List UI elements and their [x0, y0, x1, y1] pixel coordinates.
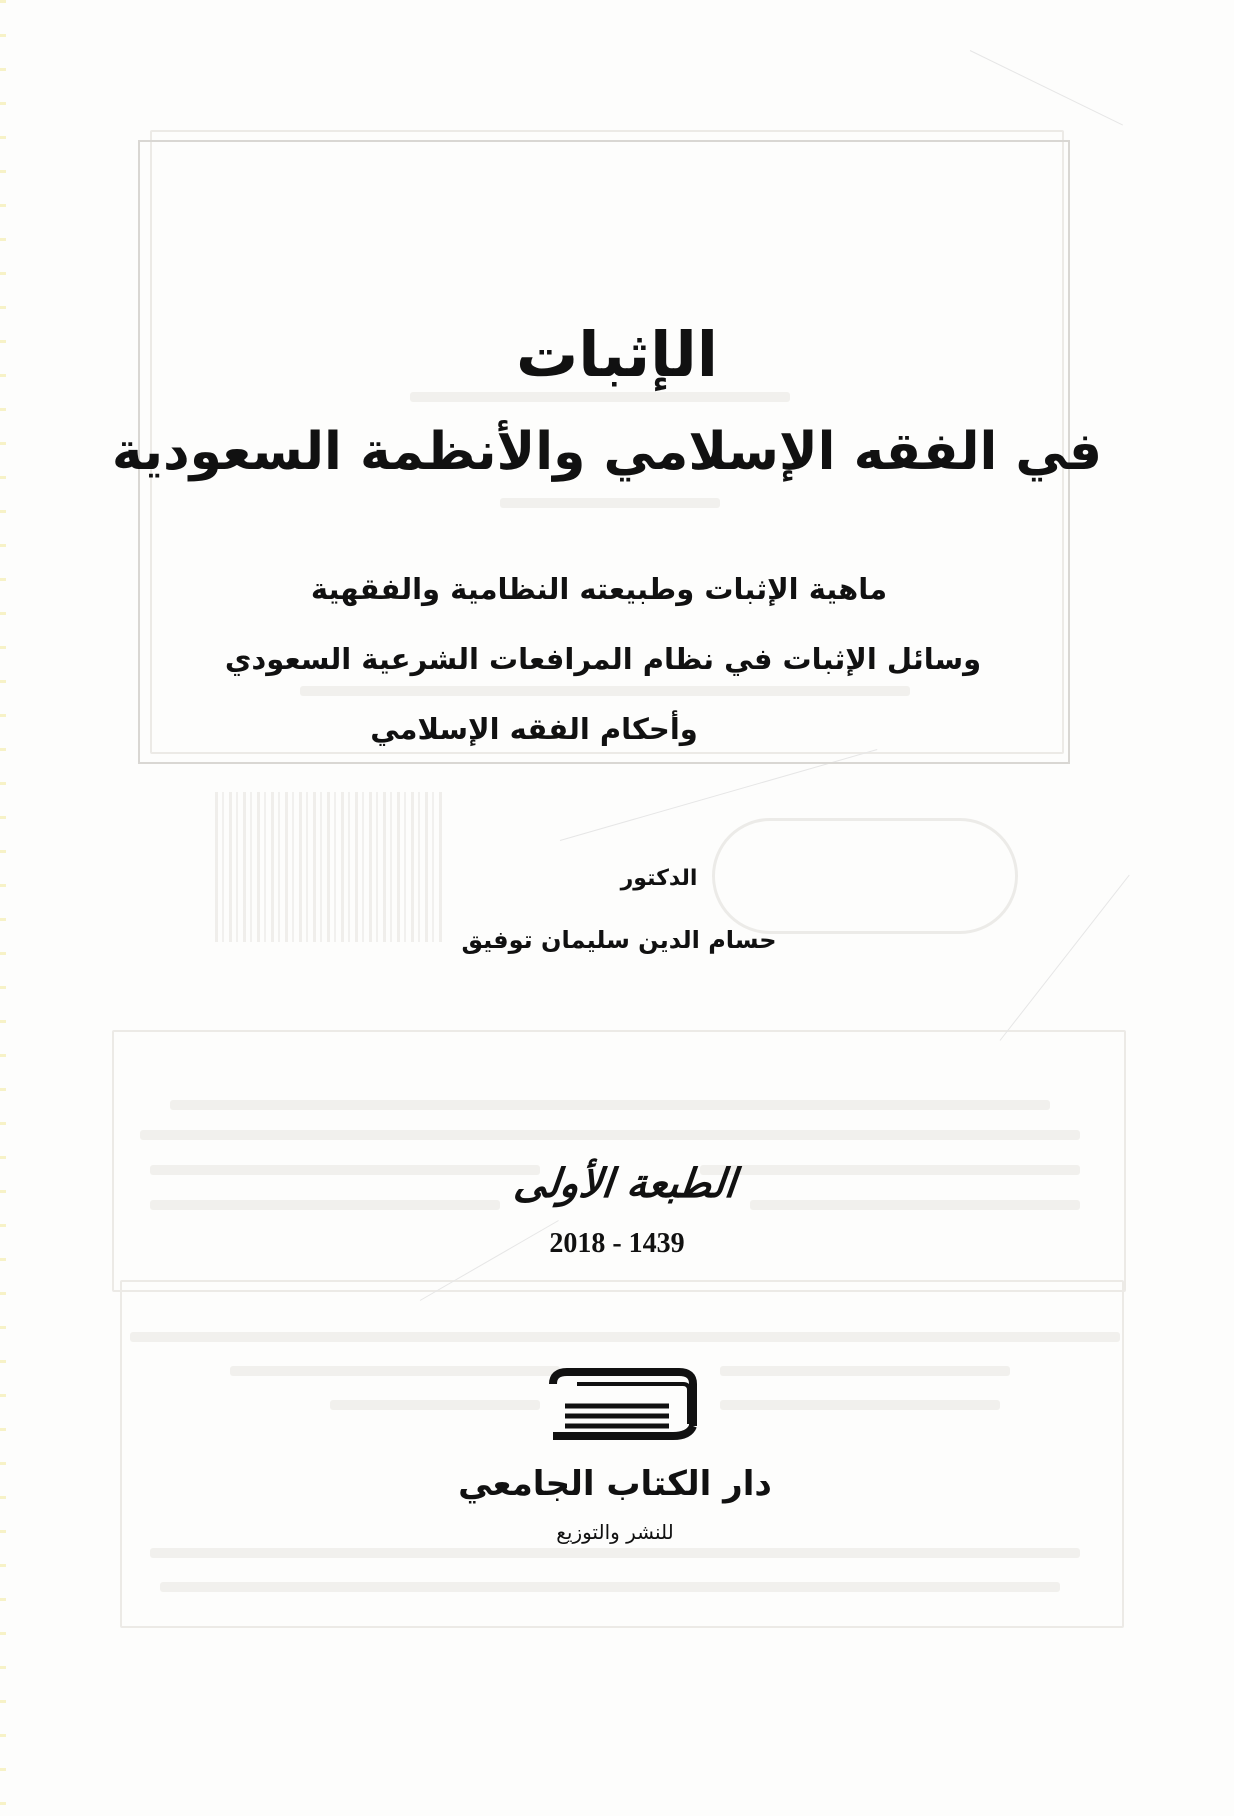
book-subtitle: في الفقه الإسلامي والأنظمة السعودية [111, 422, 1103, 482]
bleed-through-line [720, 1400, 1000, 1410]
bleed-through-line [720, 1366, 1010, 1376]
bleed-through-line [230, 1366, 560, 1376]
publisher-name: دار الكتاب الجامعي [458, 1464, 772, 1504]
scratch-line [970, 50, 1123, 125]
bleed-through-line [130, 1332, 1120, 1342]
topic-line: وأحكام الفقه الإسلامي [370, 712, 698, 746]
publication-year: 2018 - 1439 [549, 1228, 685, 1259]
bleed-through-line [140, 1130, 1080, 1140]
edition-label: الطبعة الأولى [511, 1160, 739, 1207]
bleed-through-line [160, 1582, 1060, 1592]
scratch-line [1000, 875, 1130, 1041]
bleed-through-line [170, 1100, 1050, 1110]
book-title: الإثبات [516, 318, 718, 391]
topic-line: ماهية الإثبات وطبيعته النظامية والفقهية [310, 572, 888, 606]
publisher-tagline: للنشر والتوزيع [556, 1520, 674, 1544]
author-title: الدكتور [620, 866, 698, 891]
author-name: حسام الدين سليمان توفيق [461, 926, 777, 954]
bleed-through-line [330, 1400, 540, 1410]
open-book-icon [543, 1366, 703, 1450]
topic-line: وسائل الإثبات في نظام المرافعات الشرعية السعودي [224, 642, 982, 676]
bleed-through-line [150, 1548, 1080, 1558]
